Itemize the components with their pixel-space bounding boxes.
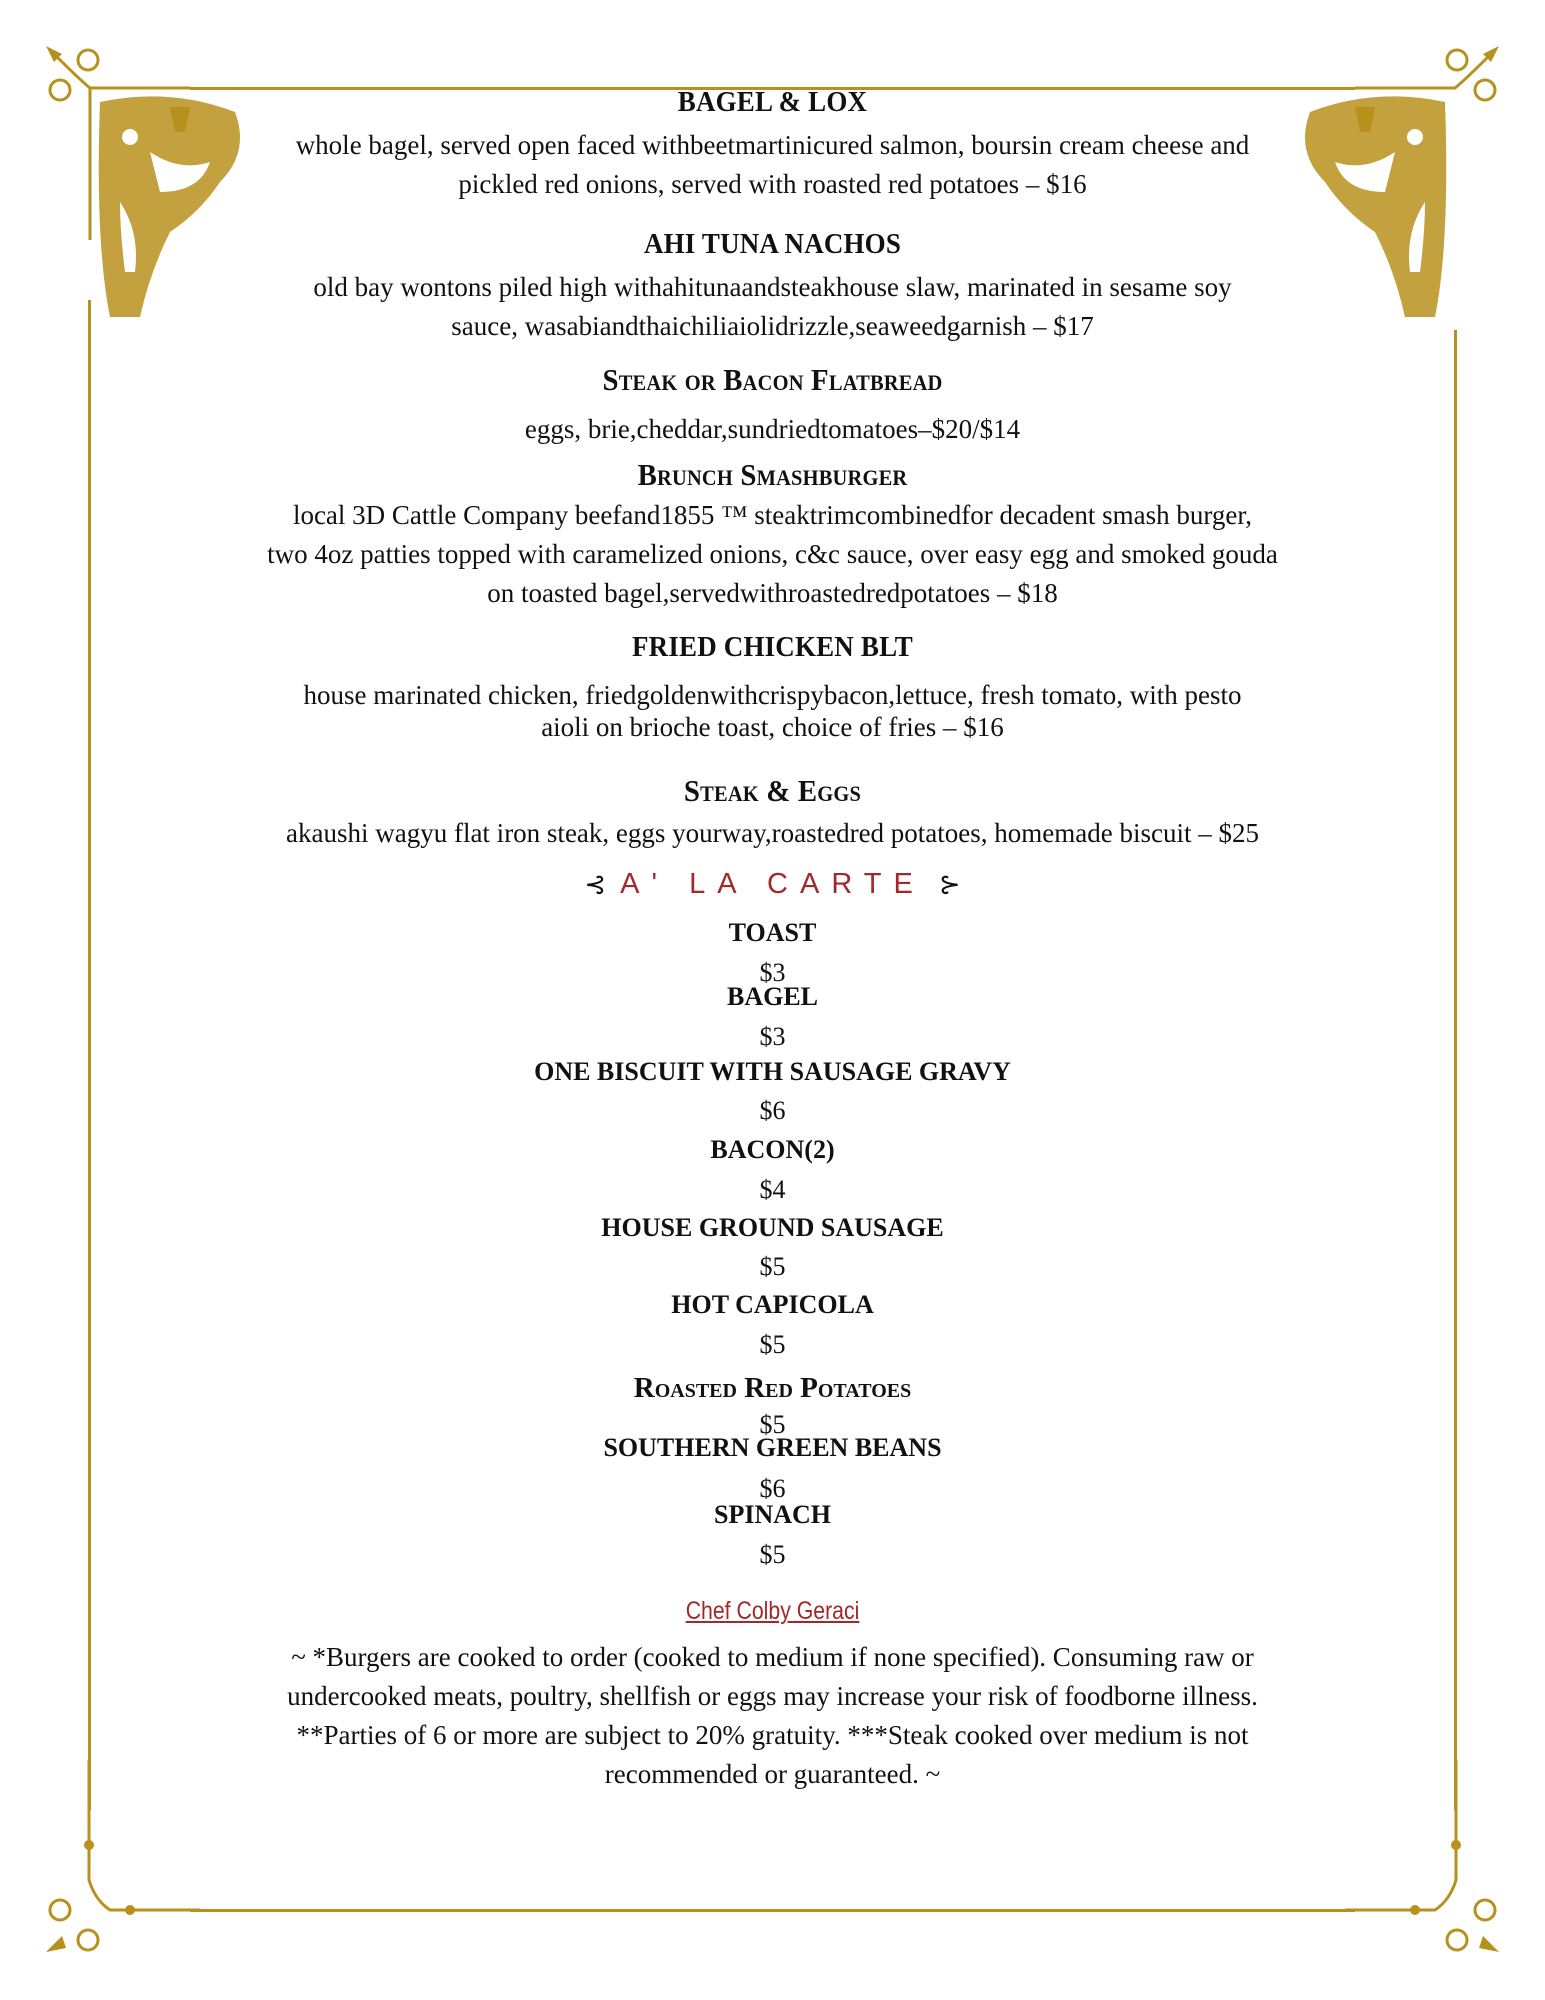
a-la-carte-item-name: HOT CAPICOLA <box>671 1290 874 1319</box>
desc-line: akaushi wagyu flat iron steak, eggs yourway,roastedred potatoes, homemade biscuit – $25 <box>286 818 1259 848</box>
disclaimer-line: undercooked meats, poultry, shellfish or eggs may increase your risk of foodborne illness. <box>287 1681 1258 1711</box>
item-title-flatbread: Steak or Bacon Flatbread <box>602 362 943 397</box>
item-desc-flatbread <box>160 410 1385 449</box>
item-desc-bagel-lox <box>160 126 1385 204</box>
a-la-carte-item-price: $3 <box>759 1022 786 1051</box>
a-la-carte-item-name: HOUSE GROUND SAUSAGE <box>601 1213 944 1242</box>
a-la-carte-item-price: $5 <box>759 1330 786 1359</box>
disclaimer <box>160 1638 1385 1794</box>
item-title-ahi-tuna-nachos: AHI TUNA NACHOS <box>643 228 902 260</box>
desc-line: eggs, brie,cheddar,sundriedtomatoes–$20/$14 <box>524 414 1021 444</box>
desc-line: local 3D Cattle Company beefand1855 ™ steaktrimcombinedfor decadent smash burger, <box>292 500 1253 530</box>
a-la-carte-item-price: $6 <box>759 1474 786 1503</box>
item-title-smashburger: Brunch Smashburger <box>637 457 908 492</box>
desc-line: whole bagel, served open faced withbeetmartinicured salmon, boursin cream cheese and <box>295 130 1250 160</box>
a-la-carte-item-name: ONE BISCUIT WITH SAUSAGE GRAVY <box>534 1057 1011 1086</box>
desc-line: house marinated chicken, friedgoldenwithcrispybacon,lettuce, fresh tomato, with pesto <box>303 680 1242 710</box>
desc-line: two 4oz patties topped with caramelized onions, c&c sauce, over easy egg and smoked gouda <box>267 539 1278 569</box>
item-title-steak-eggs: Steak & Eggs <box>683 773 862 808</box>
flourish-right-icon: ⊱ <box>938 869 961 899</box>
desc-line: aioli on brioche toast, choice of fries – $16 <box>541 712 1004 742</box>
disclaimer-line: ~ *Burgers are cooked to order (cooked to medium if none specified). Consuming raw or <box>291 1642 1254 1672</box>
a-la-carte-label: A' LA CARTE <box>620 868 925 900</box>
item-title-bagel-lox: BAGEL & LOX <box>677 86 868 118</box>
a-la-carte-item-name: Roasted Red Potatoes <box>633 1372 912 1404</box>
item-title-fried-chicken-blt: FRIED CHICKEN BLT <box>632 631 913 663</box>
a-la-carte-item-price: $5 <box>759 1540 786 1569</box>
chef-name-link[interactable]: Chef Colby Geraci <box>685 1597 860 1625</box>
desc-line: sauce, wasabiandthaichiliaiolidrizzle,seaweedgarnish – $17 <box>451 311 1094 341</box>
a-la-carte-item-name: BACON(2) <box>710 1135 835 1164</box>
desc-line: old bay wontons piled high withahitunaandsteakhouse slaw, marinated in sesame soy <box>313 272 1232 302</box>
frame-left-line <box>88 300 91 1810</box>
a-la-carte-item-price: $5 <box>759 1410 786 1439</box>
item-desc-fried-chicken-blt <box>160 679 1385 743</box>
desc-line: pickled red onions, served with roasted red potatoes – $16 <box>458 169 1087 199</box>
disclaimer-line: **Parties of 6 or more are subject to 20% gratuity. ***Steak cooked over medium is not <box>296 1720 1249 1750</box>
a-la-carte-heading <box>160 868 1385 901</box>
a-la-carte-item-name: TOAST <box>728 918 817 947</box>
flourish-left-icon: ⊰ <box>584 869 607 899</box>
a-la-carte-item-price: $6 <box>759 1096 786 1125</box>
item-desc-ahi-tuna-nachos <box>160 268 1385 346</box>
disclaimer-line: recommended or guaranteed. ~ <box>604 1759 941 1789</box>
frame-bottom-line <box>190 1909 1355 1912</box>
frame-right-line <box>1454 330 1457 1810</box>
a-la-carte-item-name: SPINACH <box>713 1500 831 1529</box>
item-desc-smashburger <box>160 496 1385 613</box>
a-la-carte-item-price: $5 <box>759 1252 786 1281</box>
a-la-carte-item-price: $3 <box>759 958 786 987</box>
a-la-carte-item-price: $4 <box>759 1175 786 1204</box>
a-la-carte-item-name: SOUTHERN GREEN BEANS <box>603 1433 942 1462</box>
item-desc-steak-eggs <box>160 814 1385 853</box>
desc-line: on toasted bagel,servedwithroastedredpotatoes – $18 <box>487 578 1058 608</box>
a-la-carte-item-name: BAGEL <box>726 982 819 1011</box>
